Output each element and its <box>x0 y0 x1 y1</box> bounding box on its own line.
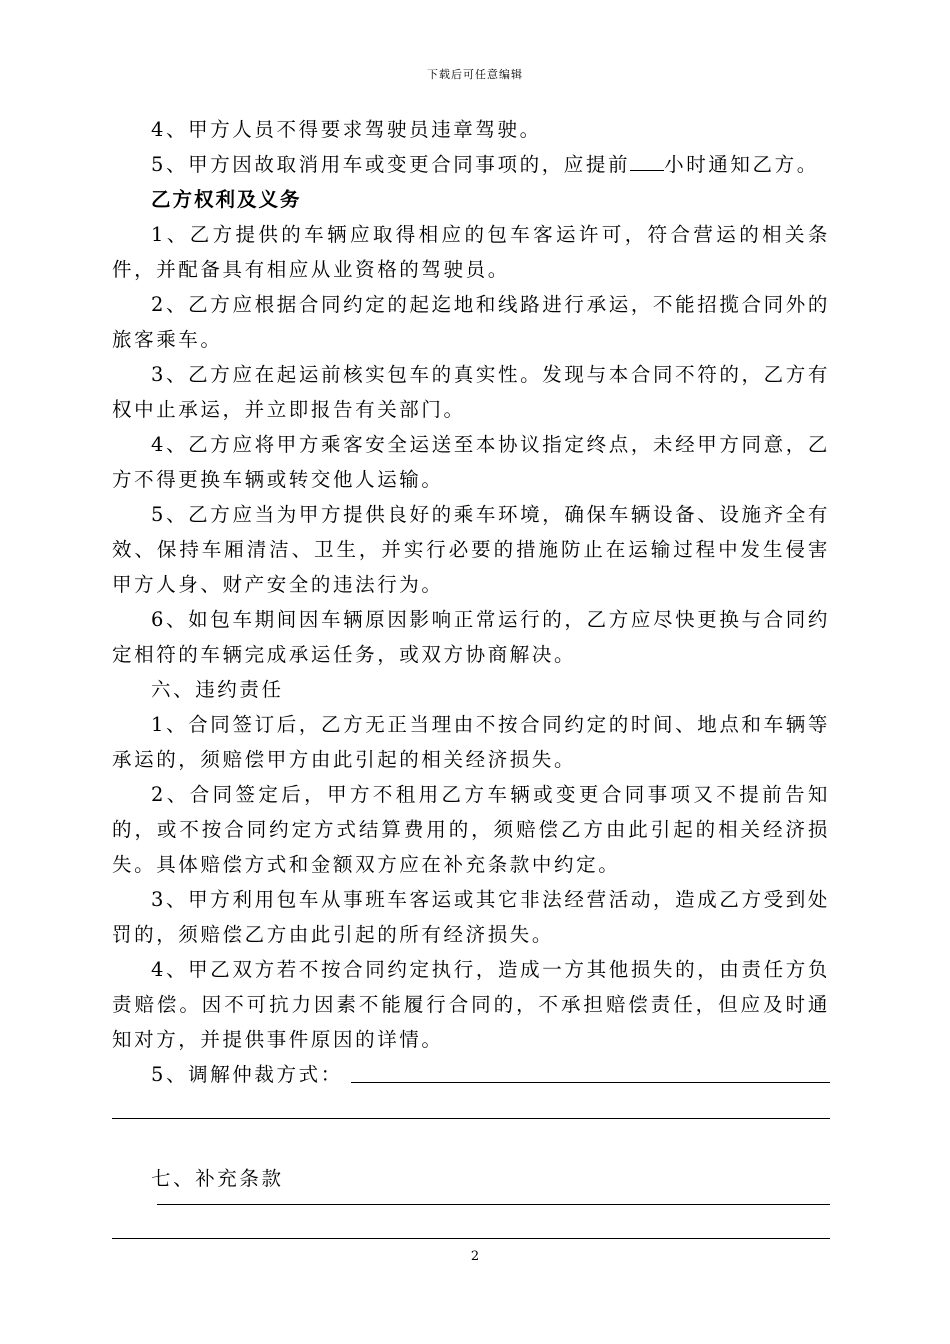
arbitration-blank-line-2 <box>112 1118 830 1119</box>
yi-clause-4: 4、乙方应将甲方乘客安全运送至本协议指定终点，未经甲方同意，乙方不得更换车辆或转交他人运输。 <box>112 433 830 491</box>
breach-clause-1: 1、合同签订后，乙方无正当理由不按合同约定的时间、地点和车辆等承运的，须赔偿甲方由此引起的相关经济损失。 <box>112 713 830 771</box>
section-heading-supplement: 七、补充条款 <box>151 1167 284 1190</box>
yi-clause-3: 3、乙方应在起运前核实包车的真实性。发现与本合同不符的，乙方有权中止承运，并立即报告有关部门。 <box>112 363 830 421</box>
arbitration-blank-line <box>351 1082 830 1083</box>
page-number: 2 <box>470 1249 480 1264</box>
page-header: 下载后可任意编辑 <box>427 68 523 81</box>
document-body <box>112 112 830 1239</box>
breach-clause-2: 2、合同签定后，甲方不租用乙方车辆或变更合同事项又不提前告知的，或不按合同约定方式结算费用的，须赔偿乙方由此引起的相关经济损失。具体赔偿方式和金额双方应在补充条款中约定。 <box>112 783 830 876</box>
section-heading-breach: 六、违约责任 <box>151 678 284 701</box>
section-heading-yi: 乙方权利及义务 <box>151 188 302 211</box>
cancel-notice-before: 5、甲方因故取消用车或变更合同事项的，应提前 <box>151 153 631 176</box>
yi-clause-1: 1、乙方提供的车辆应取得相应的包车客运许可，符合营运的相关条件，并配备具有相应从业资格的驾驶员。 <box>112 223 830 281</box>
breach-clause-4: 4、甲乙双方若不按合同约定执行，造成一方其他损失的，由责任方负责赔偿。因不可抗力因素不能履行合同的，不承担赔偿责任，但应及时通知对方，并提供事件原因的详情。 <box>112 958 830 1051</box>
yi-clause-5: 5、乙方应当为甲方提供良好的乘车环境，确保车辆设备、设施齐全有效、保持车厢清洁、卫生，并实行必要的措施防止在运输过程中发生侵害甲方人身、财产安全的违法行为。 <box>112 503 830 596</box>
yi-clause-6: 6、如包车期间因车辆原因影响正常运行的，乙方应尽快更换与合同约定相符的车辆完成承运任务，或双方协商解决。 <box>112 608 830 666</box>
hours-blank-field <box>630 152 664 171</box>
arbitration-row <box>112 1057 830 1092</box>
yi-clause-2: 2、乙方应根据合同约定的起迄地和线路进行承运，不能招揽合同外的旅客乘车。 <box>112 293 830 351</box>
breach-clause-3: 3、甲方利用包车从事班车客运或其它非法经营活动，造成乙方受到处罚的，须赔偿乙方由此引起的所有经济损失。 <box>112 888 830 946</box>
clause-no-violation: 4、甲方人员不得要求驾驶员违章驾驶。 <box>151 118 542 141</box>
clause-cancel-notice <box>112 147 830 182</box>
arbitration-label: 5、调解仲裁方式： <box>151 1063 343 1086</box>
supplement-blank-line-2 <box>112 1238 830 1239</box>
cancel-notice-after: 小时通知乙方。 <box>664 153 819 176</box>
supplement-blank-line-1 <box>157 1204 830 1205</box>
